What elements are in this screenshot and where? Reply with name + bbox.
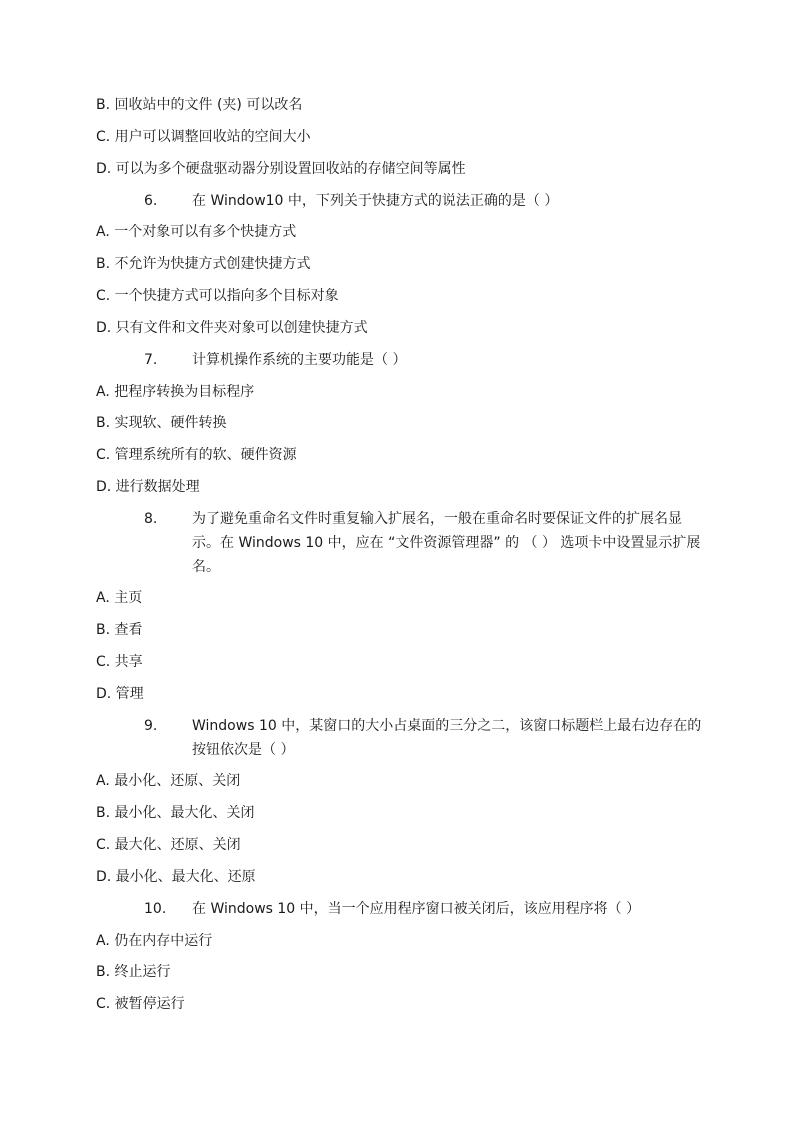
option-6c: C. 一个快捷方式可以指向多个目标对象	[96, 288, 339, 304]
question-text: 计算机操作系统的主要功能是（ ）	[192, 352, 407, 368]
option-9d: D. 最小化、最大化、还原	[96, 869, 256, 885]
question-10	[0, 901, 794, 917]
question-text: 在 Windows 10 中，当一个应用程序窗口被关闭后，该应用程序将（ ）	[192, 901, 641, 917]
option-10c: C. 被暂停运行	[96, 996, 185, 1012]
question-9	[0, 714, 794, 762]
option-6b: B. 不允许为快捷方式创建快捷方式	[96, 256, 311, 272]
question-text: 在 Window10 中，下列关于快捷方式的说法正确的是（ ）	[192, 193, 559, 209]
option-7a: A. 把程序转换为目标程序	[96, 384, 255, 400]
option-10a: A. 仍在内存中运行	[96, 933, 213, 949]
question-6	[0, 193, 794, 209]
question-8	[0, 507, 794, 579]
option-8b: B. 查看	[96, 622, 143, 638]
option-10b: B. 终止运行	[96, 964, 171, 980]
question-number: 6.	[144, 193, 158, 209]
option-9a: A. 最小化、还原、关闭	[96, 773, 241, 789]
option-6a: A. 一个对象可以有多个快捷方式	[96, 224, 297, 240]
option-7b: B. 实现软、硬件转换	[96, 415, 227, 431]
option-8d: D. 管理	[96, 686, 144, 702]
question-text: Windows 10 中，某窗口的大小占桌面的三分之二，该窗口标题栏上最右边存在的按钮依次是（ ）	[192, 718, 702, 758]
question-text: 为了避免重命名文件时重复输入扩展名，一般在重命名时要保证文件的扩展名显示。在 Windows 10 中，应在 “文件资源管理器” 的 （ ） 选项卡中设置显示扩展名。	[192, 511, 701, 575]
option-6d: D. 只有文件和文件夹对象可以创建快捷方式	[96, 320, 368, 336]
question-number: 8.	[144, 511, 158, 527]
question-number: 10.	[144, 901, 167, 917]
option-9b: B. 最小化、最大化、关闭	[96, 805, 255, 821]
option-8a: A. 主页	[96, 590, 143, 606]
question-number: 7.	[144, 352, 158, 368]
question-number: 9.	[144, 718, 158, 734]
option-8c: C. 共享	[96, 654, 143, 670]
option-5b: B. 回收站中的文件 (夹) 可以改名	[96, 97, 303, 113]
option-5d: D. 可以为多个硬盘驱动器分别设置回收站的存储空间等属性	[96, 161, 466, 177]
option-5c: C. 用户可以调整回收站的空间大小	[96, 129, 311, 145]
option-7d: D. 进行数据处理	[96, 479, 200, 495]
option-9c: C. 最大化、还原、关闭	[96, 837, 241, 853]
question-7	[0, 352, 794, 368]
option-7c: C. 管理系统所有的软、硬件资源	[96, 447, 297, 463]
